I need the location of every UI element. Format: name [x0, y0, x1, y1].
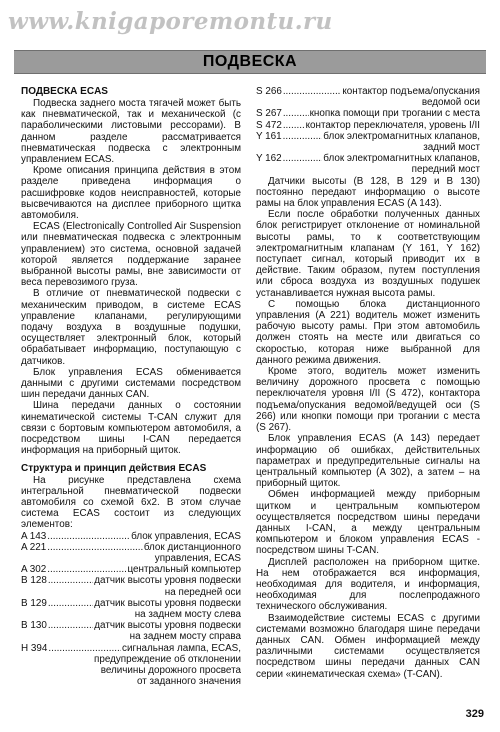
dot-leader — [283, 153, 323, 164]
dot-leader — [283, 86, 342, 97]
watermark-logo: www.knigaporemontu.ru — [8, 8, 333, 35]
section-header — [14, 50, 486, 74]
component-list-item — [21, 598, 241, 609]
right-column — [256, 86, 480, 680]
section-heading-structure: Структура и принцип действия ECAS — [21, 462, 207, 474]
paragraph: Блок управления ECAS обменивается данными с другими системами посредством шин передачи данных CAN. — [21, 366, 241, 401]
paragraph: ECAS (Electronically Controlled Air Suspension или пневматическая подвеска с электронным управлением) это система, основной задачей которой является поддержание заранее выбранной высоты рамы, вне зависимости от веса перевозимого груза. — [21, 221, 241, 289]
component-description-continued: задний мост — [423, 142, 480, 154]
component-description-continued: от заданного значения — [136, 676, 241, 688]
component-list-item — [21, 575, 241, 586]
component-list-item — [21, 643, 241, 654]
paragraph: Шина передачи данных о состоянии кинематической системы T-CAN служит для связи с бортовым компьютером автомобиля, а посредством шины I-CAN передается информация на приборный щиток. — [21, 400, 241, 457]
dot-leader — [283, 108, 309, 119]
component-description: контактор подъема/опускания — [342, 86, 480, 97]
component-description: датчик высоты уровня подвески — [94, 575, 241, 587]
paragraph: Блок управления ECAS (A 143) передает информацию об ошибках, действительных параметрах и предупредительные сигналы на центральный компьютер (A 302), а затем – на приборный щиток. — [256, 433, 480, 490]
dot-leader — [47, 564, 126, 575]
component-description-continued: на заднем мосту слева — [134, 608, 241, 620]
component-description: центральный компьютер — [127, 564, 241, 576]
paragraph: С помощью блока дистанционного управления (A 221) водитель может изменить рабочую высоту рамы. При этом автомобиль должен стоять на месте или двигаться со скоростью, которая ниже выбранной для данного режима движения. — [256, 298, 480, 366]
component-code: A 221 — [21, 541, 47, 553]
component-list-item — [21, 564, 241, 575]
component-list-item — [21, 620, 241, 631]
component-list-item — [256, 120, 480, 131]
component-description: датчик высоты уровня подвески — [94, 620, 241, 632]
component-list-item — [256, 86, 480, 97]
section-heading-ecas: ПОДВЕСКА ECAS — [21, 86, 108, 97]
component-description: сигнальная лампа, ECAS, — [122, 642, 241, 654]
component-code: B 129 — [21, 597, 47, 609]
component-code: A 143 — [21, 530, 47, 542]
dot-leader — [48, 575, 93, 586]
component-list-item — [21, 531, 241, 542]
dot-leader — [48, 643, 121, 654]
component-description: датчик высоты уровня подвески — [94, 597, 241, 609]
paragraph: Обмен информацией между приборным щитком и центральным компьютером осуществляется посредством шины передачи данных I-CAN, а между центральным компьютером и блоком управления ECAS - посредством шины T-CAN. — [256, 489, 480, 557]
component-description-continued: предупреждение об отклонении — [93, 653, 241, 665]
component-list-item — [256, 108, 480, 119]
component-code: S 266 — [256, 86, 282, 97]
component-code: B 128 — [21, 575, 47, 587]
page-title: ПОДВЕСКА — [202, 53, 298, 70]
paragraph: В отличие от пневматической подвески с механическим приводом, в системе ECAS управление клапанами, регулирующими подачу воздуха в воздушные подушки, осуществляет электронный блок, который обрабатывает информацию, поступающую с датчиков. — [21, 288, 241, 367]
component-description-continued: величины дорожного просвета — [100, 664, 241, 676]
component-list-item — [256, 131, 480, 142]
component-description: кнопка помощи при трогании с места — [309, 108, 480, 120]
component-list-item — [21, 542, 241, 553]
component-description-continued: на передней оси — [164, 586, 241, 598]
paragraph: Датчики высоты (B 128, B 129 и B 130) постоянно передают информацию о высоте рамы на блок управления ECAS (A 143). — [256, 175, 480, 210]
dot-leader — [48, 620, 93, 631]
component-description-continued: управления, ECAS — [154, 552, 241, 564]
dot-leader — [283, 120, 305, 131]
component-code: H 394 — [21, 642, 48, 654]
paragraph: Взаимодействие системы ECAS с другими системами возможно благодаря шине передачи данных CAN. Обмен информацией между различными системами осуществляется посредством шины передачи данных CAN серии «кинематическая схема» (T-CAN). — [256, 612, 480, 680]
page-number: 329 — [465, 708, 484, 720]
component-list-left — [21, 531, 241, 688]
component-code: B 130 — [21, 620, 47, 632]
dot-leader — [47, 531, 130, 542]
component-code: A 302 — [21, 564, 47, 576]
component-description: контактор переключателя, уровень I/II — [305, 119, 480, 131]
component-code: S 472 — [256, 119, 282, 131]
component-description-continued: передний мост — [411, 164, 480, 176]
paragraph: Кроме описания принципа действия в этом разделе приведена информация о расшифровке кодов неисправностей, которые высвечиваются на дисплее приборного щитка автомобиля. — [21, 165, 241, 222]
component-description: блок управления, ECAS — [131, 530, 241, 542]
paragraph: Кроме этого, водитель может изменить величину дорожного просвета с помощью переключателя уровня I/II (S 472), контактора подъема/опускания ведомой/ведущей оси (S 266) или кнопки помощи при трогании с места (S 267). — [256, 366, 480, 434]
component-code: Y 161 — [256, 130, 282, 142]
dot-leader — [47, 542, 143, 553]
paragraph: На рисунке представлена схема интегральной пневматической подвески автомобиля со схемой 6x2. В этом случае система ECAS состоит из следующих элементов: — [21, 474, 241, 531]
component-code: S 267 — [256, 108, 282, 120]
component-description: блок дистанционного — [143, 541, 241, 553]
dot-leader — [48, 598, 93, 609]
component-code: Y 162 — [256, 153, 282, 165]
left-column — [21, 86, 241, 687]
component-description-continued: на заднем мосту справа — [129, 631, 241, 643]
component-list-item — [256, 153, 480, 164]
paragraph: Если после обработки полученных данных блок регистрирует отклонение от номинальной высоты рамы, то к соответствующим электромагнитным клапанам (Y 161, Y 162) поступает сигнал, который приводит их в действие. Таким образом, путем поступления или сброса воздуха из воздушных подушек устанавливается нужная высота рамы. — [256, 209, 480, 299]
component-description: блок электромагнитных клапанов, — [323, 153, 480, 165]
component-description-continued: ведомой оси — [421, 97, 480, 109]
paragraph: Дисплей расположен на приборном щитке. На нем отображается вся информация, необходимая для водителя, и информация, необходимая для послепродажного технического обслуживания. — [256, 556, 480, 613]
component-description: блок электромагнитных клапанов, — [323, 130, 480, 142]
component-list-right — [256, 86, 480, 176]
dot-leader — [283, 131, 323, 142]
paragraph: Подвеска заднего моста тягачей может быть как пневматической, так и механической (с параболическими листовыми рессорами). В данном разделе рассматривается пневматическая подвеска с электронным управлением ECAS. — [21, 98, 241, 166]
